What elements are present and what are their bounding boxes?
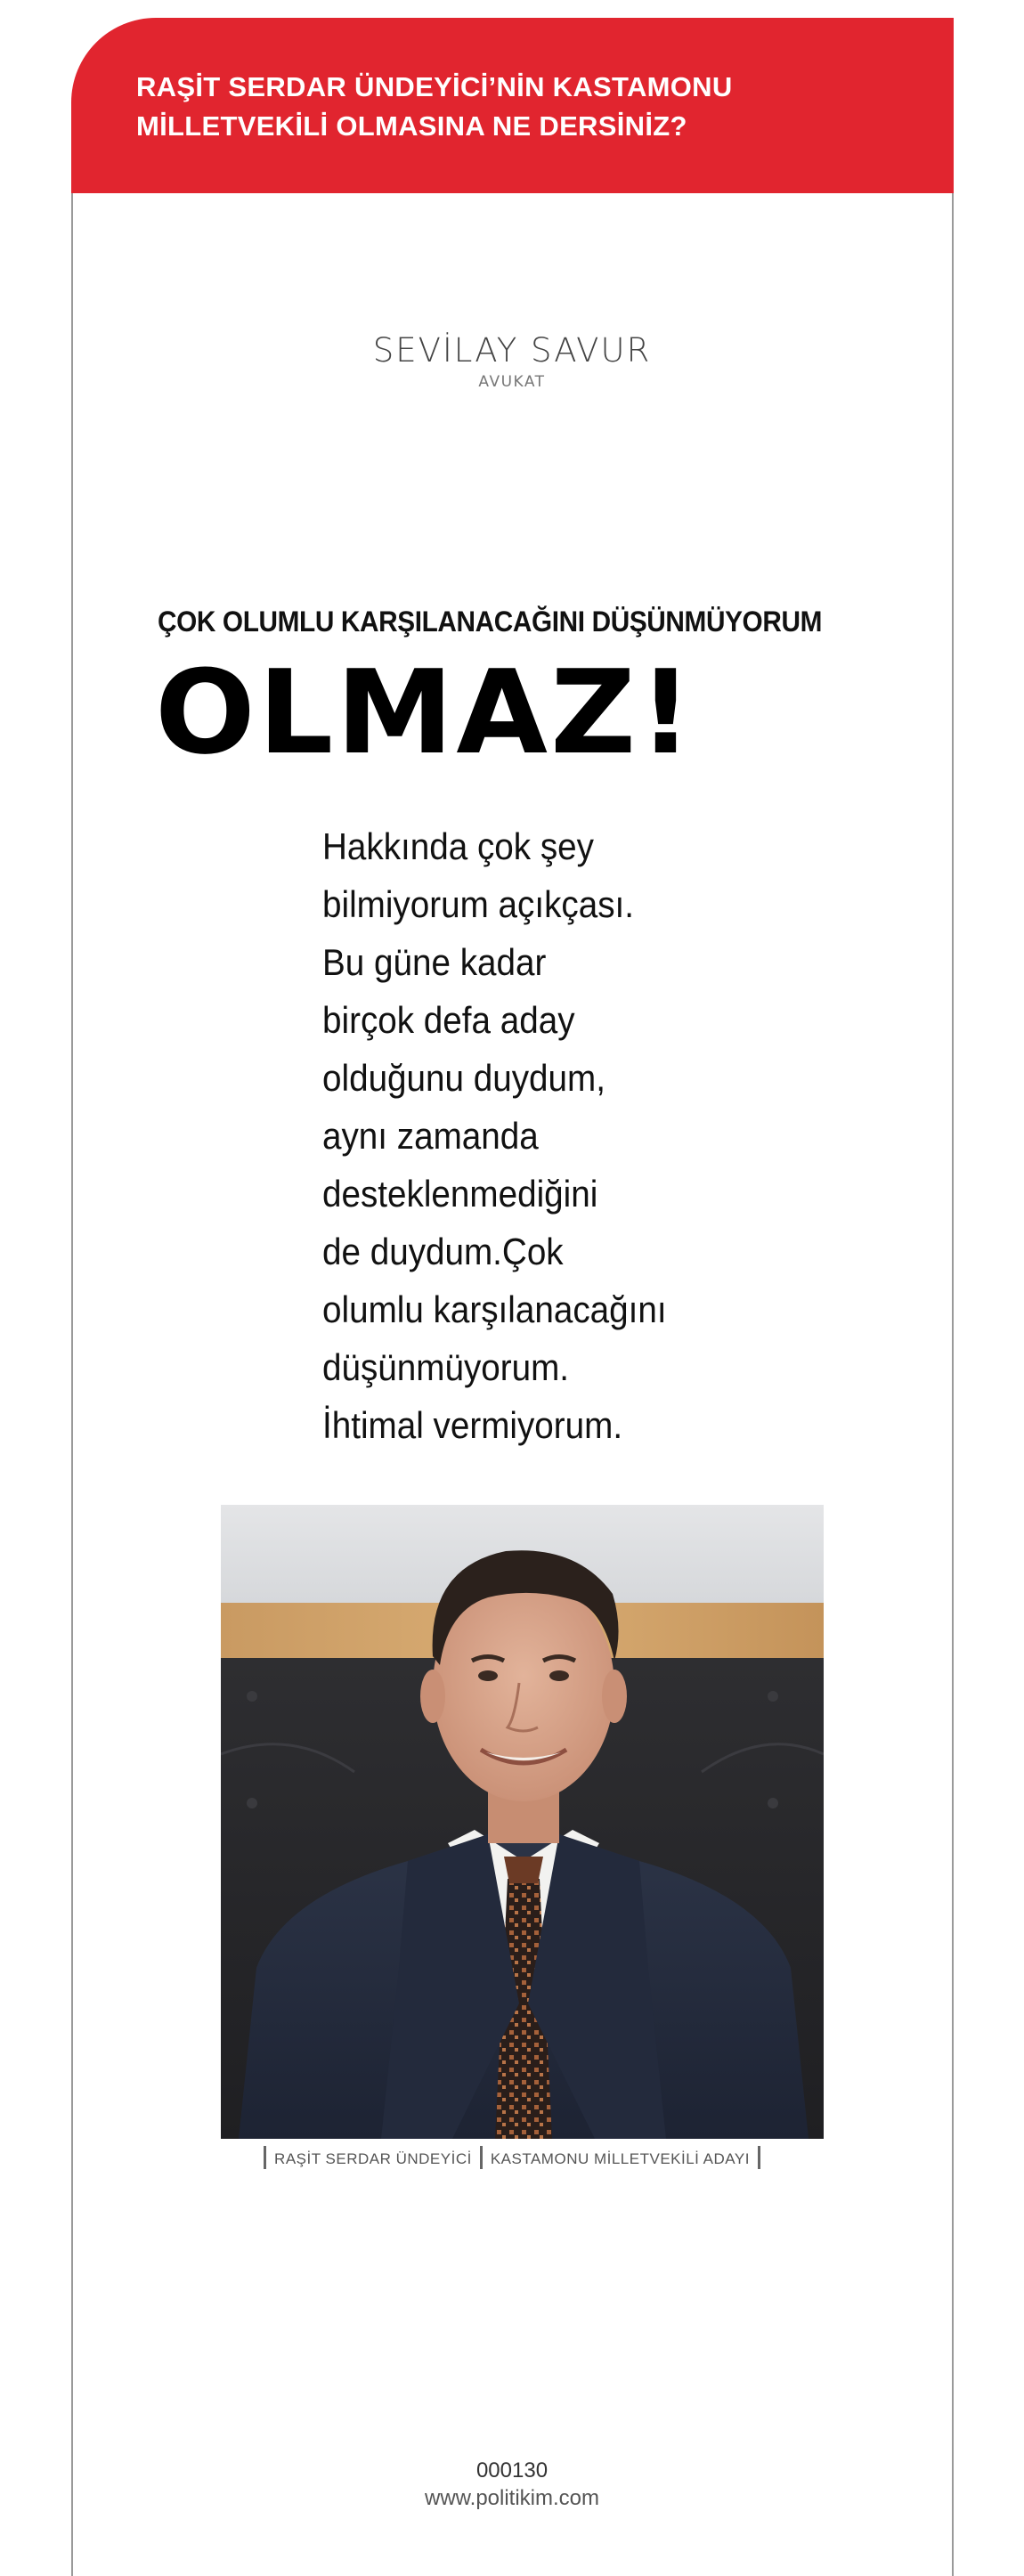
frame-right-border (952, 191, 954, 2576)
frame-left-border (71, 191, 73, 2576)
author-name: SEVİLAY SAVUR (372, 330, 652, 370)
quote-line: Bu güne kadar (322, 941, 547, 983)
question-banner (71, 18, 954, 193)
page-code: 000130 (475, 2458, 549, 2483)
candidate-portrait-illustration (221, 1505, 824, 2139)
answer-quote (322, 817, 699, 1454)
caption-divider (480, 2146, 483, 2169)
caption-divider (758, 2146, 760, 2169)
quote-line: olumlu karşılanacağını (322, 1288, 667, 1330)
answer-headline: OLMAZ! (155, 645, 695, 780)
quote-line: Hakkında çok şey (322, 825, 594, 867)
photo-caption (0, 2148, 1024, 2171)
author-role: AVUKAT (478, 373, 546, 391)
quote-line: aynı zamanda (322, 1115, 539, 1157)
page-footer (0, 2458, 1024, 2513)
candidate-photo (221, 1505, 824, 2139)
answer-kicker: ÇOK OLUMLU KARŞILANACAĞINI DÜŞÜNMÜYORUM (158, 605, 822, 638)
quote-line: İhtimal vermiyorum. (322, 1404, 623, 1446)
quote-line: de duydum.Çok (322, 1231, 564, 1272)
quote-line: birçok defa aday (322, 999, 575, 1041)
site-url: www.politikim.com (424, 2486, 600, 2510)
caption-divider (264, 2146, 266, 2169)
banner-title-line-2: MİLLETVEKİLİ OLMASINA NE DERSİNİZ? (136, 110, 687, 142)
quote-line: olduğunu duydum, (322, 1057, 605, 1099)
quote-line: desteklenmediğini (322, 1173, 598, 1215)
banner-title-line-1: RAŞİT SERDAR ÜNDEYİCİ’NİN KASTAMONU (136, 71, 733, 102)
quote-line: düşünmüyorum. (322, 1346, 570, 1388)
quote-line: bilmiyorum açıkçası. (322, 883, 634, 925)
author-block (0, 331, 1024, 391)
caption-name: RAŞİT SERDAR ÜNDEYİCİ (274, 2150, 472, 2167)
caption-title: KASTAMONU MİLLETVEKİLİ ADAYI (490, 2150, 750, 2167)
banner-title (136, 68, 918, 146)
